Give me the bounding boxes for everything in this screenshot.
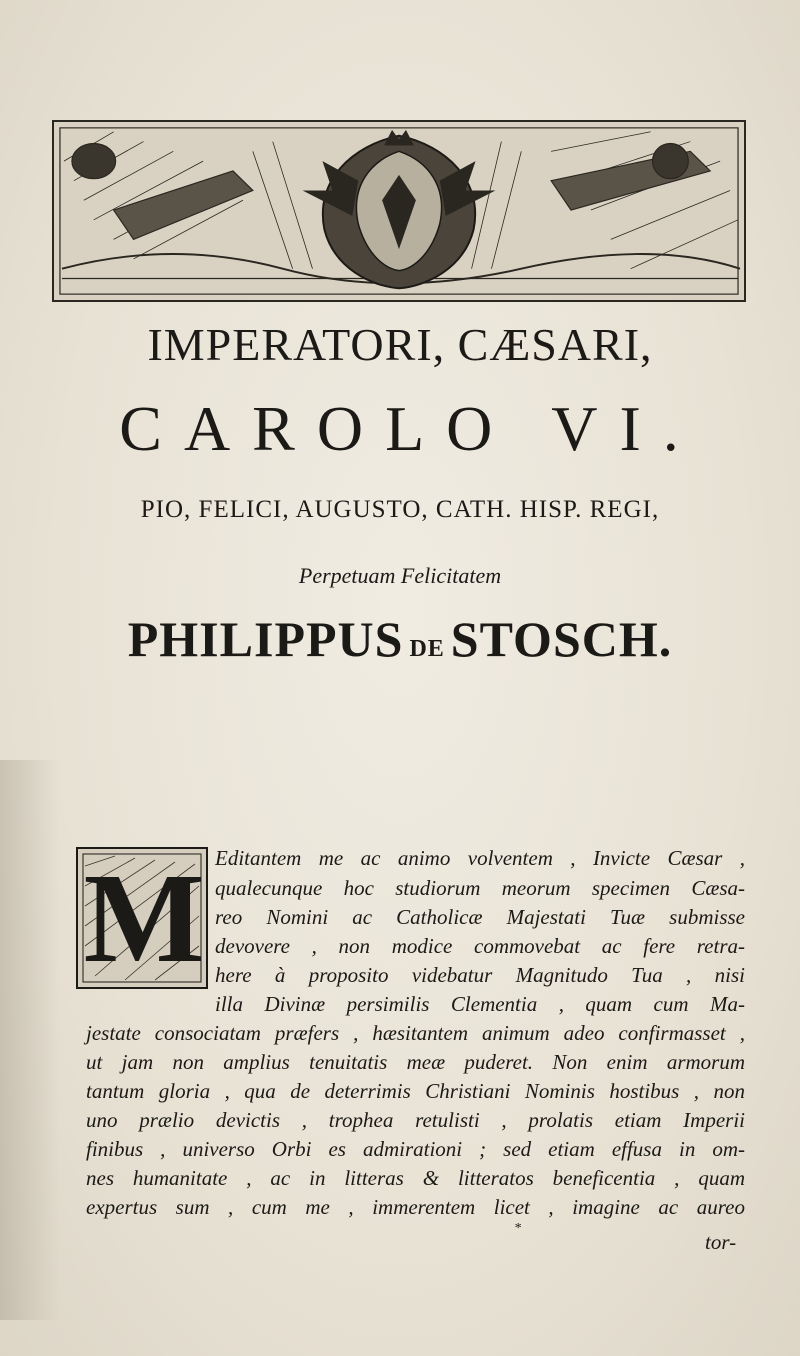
body-line: jestate consociatam præfers , hæsitantem animum adeo confirmasset , xyxy=(86,1021,745,1045)
body-line: qualecunque hoc studiorum meorum specimen Cæsa- xyxy=(215,876,745,900)
dedication-line-titles: PIO, FELICI, AUGUSTO, CATH. HISP. REGI, xyxy=(140,496,660,523)
body-line: devovere , non modice commovebat ac fere retra- xyxy=(215,934,745,958)
catchword: tor- xyxy=(705,1230,737,1254)
author-name xyxy=(0,610,800,668)
dedication-line-perpetuam: Perpetuam Felicitatem xyxy=(298,563,502,588)
body-line: uno prælio devictis , trophea retulisti , prolatis etiam Imperii xyxy=(86,1108,745,1132)
author-particle: DE xyxy=(409,636,445,662)
body-line: Editantem me ac animo volventem , Invicte Cæsar , xyxy=(215,846,745,870)
body-line: expertus sum , cum me , immerentem licet , imagine ac aureo xyxy=(86,1195,745,1219)
dedication-line-imperatori: IMPERATORI, CÆSARI, xyxy=(147,319,653,370)
body-line: reo Nomini ac Catholicæ Majestati Tuæ submisse xyxy=(215,905,745,929)
dedication-line-carolo: CAROLO VI. xyxy=(119,393,701,464)
body-line: tantum gloria , qua de deterrimis Christiani Nominis hostibus , non xyxy=(86,1079,745,1103)
engraved-headpiece xyxy=(52,120,746,302)
body-line: illa Divinæ persimilis Clementia , quam cum Ma- xyxy=(215,992,745,1016)
author-first-name: PHILIPPUS xyxy=(127,611,404,667)
body-line: nes humanitate , ac in litteras & litteratos beneficentia , quam xyxy=(86,1166,745,1190)
paper-stain xyxy=(0,760,60,1320)
author-surname: STOSCH. xyxy=(450,611,673,667)
headpiece-engraving xyxy=(54,122,744,300)
historiated-initial xyxy=(75,846,209,990)
body-line: here à proposito videbatur Magnitudo Tua , nisi xyxy=(215,963,745,987)
initial-letter-m: M xyxy=(83,847,201,989)
body-line: finibus , universo Orbi es admirationi ; sed etiam effusa in om- xyxy=(86,1137,745,1161)
signature-mark: * xyxy=(514,1221,521,1236)
body-line: ut jam non amplius tenuitatis meæ puderet. Non enim armorum xyxy=(86,1050,745,1074)
